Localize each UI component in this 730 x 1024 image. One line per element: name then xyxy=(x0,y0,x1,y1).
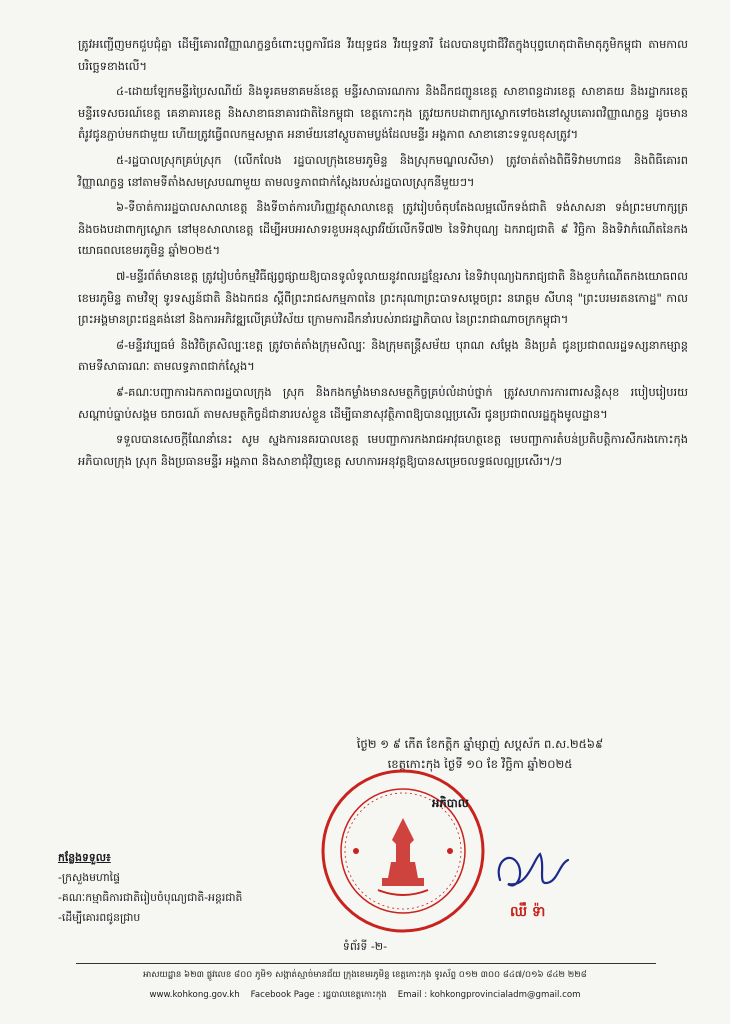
recipients-heading: កន្លែងទទួល៖ xyxy=(58,851,111,864)
paragraph-closing: ទទួលបានសេចក្តីណែនាំនេះ សូម ស្នងការនគរបាលខេត្ត មេបញ្ជាការកងរាជអាវុធហត្ថខេត្ត មេបញ្ជាការតំបន់ប្រតិបត្តិការសឹករងកោះកុង អភិបាលក្រុង ស្រុក និងប្រធានមន្ទីរ អង្គភាព និងសាខាជុំវិញខេត្ត សហការអនុវត្តឱ្យបានសម្រេចលទ្ធផលល្អប្រសើរ។/ៗ xyxy=(78,432,688,468)
footer-divider xyxy=(76,963,656,964)
footer-email-link[interactable]: kohkongprovincialadm@gmail.com xyxy=(429,990,581,1000)
paragraph-item-7: ៧-មន្ទីរព័ត៌មានខេត្ត ត្រូវរៀបចំកម្មវិធីផ្សព្វផ្សាយឱ្យបានទូលំទូលាយនូវពលរដ្ឋខ្មែរសារ នៃទិវាបុណ្យឯករាជ្យជាតិ និងខួបកំណើតកងយោធពលខេមរភូមិន្ទ តាមវិទ្យុ ទូរទស្សន៍ជាតិ និងឯកជន ស្តីពីព្រះរាជសកម្មភាពនៃ ព្រះករុណាព្រះបាទសម្តេចព្រះ នរោត្តម សីហនុ "ព្រះបរមរតនកោដ្ឋ" កាលព្រះអង្គមានព្រះជន្មគង់នៅ និងការអភិវឌ្ឍលើគ្រប់វិស័យ ក្រោមការដឹកនាំរបស់រាជរដ្ឋាភិបាល នៃព្រះរាជាណាចក្រកម្ពុជា។ xyxy=(78,268,688,327)
paragraph-continuation: ត្រូវអញ្ជើញមកជួបជុំគ្នា ដើម្បីគោរពវិញ្ញាណក្ខន្ធចំពោះបុព្វការីជន វីរយុទ្ធជន វីរយុទ្ធនារី ដែលបានបូជាជីវិតក្នុងបុព្វហេតុជាតិមាតុភូមិកម្ពុជា តាមកាលបរិច្ឆេទខាងលើ។ xyxy=(78,37,688,73)
paragraph-item-9: ៩-គណៈបញ្ជាការឯកភាពរដ្ឋបាលក្រុង ស្រុក និងកងកម្លាំងមានសមត្ថកិច្ចគ្រប់លំដាប់ថ្នាក់ ត្រូវសហការការពារសន្តិសុខ របៀបរៀបរយ សណ្តាប់ធ្នាប់សង្គម ចរាចរណ៍ តាមសមត្ថកិច្ចដ៏ជានារបស់ខ្លួន ដើម្បីធានាសុវត្ថិភាពឱ្យបានល្អប្រសើរ ជូនប្រជាពលរដ្ឋក្នុងមូលដ្ឋាន។ xyxy=(78,384,688,421)
footer-facebook-label: Facebook Page : xyxy=(250,990,321,1000)
paragraph-item-6: ៦-ទីចាត់ការរដ្ឋបាលសាលាខេត្ត និងទីចាត់ការហិរញ្ញវត្ថុសាលាខេត្ត ត្រូវរៀបចំតុបតែងលម្អលើកទង់ជាតិ ទង់សាសនា ទង់ព្រះមហាក្សត្រ និងចងបដាពាក្យស្លោក នៅមុខសាលាខេត្ត ដើម្បីអបអរសាទរខួបអនុស្សាវរីយ៍លើកទី៧២ នៃទិវាបុណ្យ ឯករាជ្យជាតិ ៩ វិច្ឆិកា និងទិវាកំណើតនៃកងយោធពលខេមរភូមិន្ទ ឆ្នាំ២០២៥។ xyxy=(78,200,688,258)
footer-facebook-link[interactable]: រដ្ឋបាលខេត្តកោះកុង xyxy=(322,990,387,1000)
footer-website-link[interactable]: www.kohkong.gov.kh xyxy=(149,990,240,1000)
solar-date: ខេត្តកោះកុង ថ្ងៃទី ១០ ខែ វិច្ឆិកា ឆ្នាំ២០២៥ xyxy=(387,757,573,771)
recipient-item: -ក្រសួងមហាផ្ទៃ xyxy=(58,871,120,884)
signatory-title: អភិបាល xyxy=(432,796,469,810)
recipient-item: -ដើម្បីគោរពជូនជ្រាប xyxy=(58,911,141,924)
paragraph-item-8: ៨-មន្ទីរវប្បធម៌ និងវិចិត្រសិល្បៈខេត្ត ត្រូវចាត់តាំងក្រុមសិល្បៈ និងក្រុមតន្ត្រីសម័យ បុរាណ សម្តែង និងប្រគំ ជូនប្រជាពលរដ្ឋទស្សនាកម្សាន្ត តាមទីសាធារណៈ តាមលទ្ធភាពជាក់ស្តែង។ xyxy=(78,337,688,374)
recipients-list xyxy=(58,848,328,928)
official-seal-icon xyxy=(318,766,488,936)
recipient-item: -គណៈកម្មាធិការជាតិរៀបចំបុណ្យជាតិ-អន្តរជាតិ xyxy=(58,891,243,904)
lunar-date: ថ្ងៃ២ ១ ៩ កើត ខែកត្តិក ឆ្នាំម្សាញ់ សប្តស័ក ព.ស.២៥៦៩ xyxy=(356,737,604,751)
paragraph-item-5: ៥-រដ្ឋបាលស្រុកគ្រប់ស្រុក (លើកលែង រដ្ឋបាលក្រុងខេមរភូមិន្ទ និងស្រុកមណ្ឌលសីមា) ត្រូវចាត់តាំងពិធីទិវាមហាជន និងពិធីគោរពវិញ្ញាណក្ខន្ធ នៅតាមទីតាំងសមស្របណាមួយ តាមលទ្ធភាពជាក់ស្តែងរបស់រដ្ឋបាលស្រុកនីមួយៗ។ xyxy=(78,152,688,189)
letter-body xyxy=(78,34,688,476)
footer-email-label: Email : xyxy=(397,990,428,1000)
footer-contacts xyxy=(60,990,670,1002)
signer-name: ឈឹ ទ៉ា xyxy=(510,904,546,920)
footer-address: អាសយដ្ឋាន ៦២៣ ផ្លូវលេខ ៨០០ ភូមិ១ សង្កាត់ស្មាច់មានជ័យ ក្រុងខេមរភូមិន្ទ ខេត្តកោះកុង ទូរស័ព្ទ ០១២ ៣០០ ៨៤៧/០១៦ ៨៤២ ២២៨ xyxy=(143,970,587,980)
paragraph-item-4: ៤-ដោយឡែកមន្ទីរប្រៃសណីយ៍ និងទូរគមនាគមន៍ខេត្ត មន្ទីរសាធារណការ និងដឹកជញ្ជូនខេត្ត សាខាពន្ធដារខេត្ត សាខាគយ និងរដ្ឋាករខេត្ត មន្ទីរទេសចរណ៍ខេត្ត គេនាគារខេត្ត និងសាខាធនាគារជាតិនៃកម្ពុជា ខេត្តកោះកុង ត្រូវយកបដាពាក្យស្លោកទៅចងនៅស្តូបគោរពវិញ្ញាណក្ខន្ធ ដូចមានតំរូវជូនភ្ជាប់មកជាមួយ ហើយត្រូវធ្វើពលកម្មសម្អាត អនាម័យនៅស្តូបតាមប្លង់ដែលមន្ទីរ អង្គភាព សាខានោះទទួលខុសត្រូវ។ xyxy=(78,84,688,142)
page-number: ទំព័រទី -២- xyxy=(342,940,388,953)
handwritten-signature xyxy=(488,840,578,900)
